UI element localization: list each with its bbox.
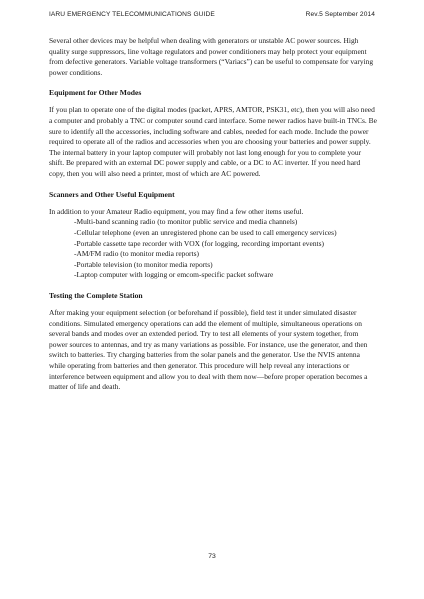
section-heading-other-modes: Equipment for Other Modes [49,88,142,98]
section-heading-testing: Testing the Complete Station [49,290,143,300]
page-body [49,36,377,393]
list-item: -Portable cassette tape recorder with VOX (for logging, recording important events) [74,238,324,248]
page-number: 73 [208,553,216,560]
equipment-list [49,217,377,281]
section-paragraph-testing: After making your equipment selection (or beforehand if possible), field test it under simulated disaster conditions. Simulated emergency operations can add the element of multiple, simultaneous operations on several bands and modes over an extended period. Try to test all elements of your system together, from power sources to antennas, and try as many variations as possible. For instance, use the generator, and then switch to batteries. Try charging batteries from the solar panels and the generator. Use the NVIS antenna while operating from batteries and then generator. This procedure will help reveal any interactions or interference between equipment and allow you to deal with them now—before proper operation becomes a matter of life and death. [49,307,368,392]
section-heading-scanners: Scanners and Other Useful Equipment [49,189,175,199]
list-item: -Multi-band scanning radio (to monitor public service and media channels) [74,217,298,227]
section-paragraph-other-modes: If you plan to operate one of the digital modes (packet, APRS, AMTOR, PSK31, etc), then you will also need a computer and probably a TNC or computer sound card interface. Some newer radios have built-in TNCs. Be sure to identify all the accessories, including software and cables, needed for each mode. Include the power required to operate all of the radios and accessories when you are choosing your batteries and power supply. The internal battery in your laptop computer will probably not last long enough for you to complete your shift. Be prepared with an external DC power supply and cable, or a DC to AC inverter. If you need hard copy, then you will also need a printer, most of which are AC powered. [49,105,377,179]
page-header [49,11,375,23]
list-item: -Cellular telephone (even an unregistered phone can be used to call emergency services) [74,227,337,237]
list-item: -AM/FM radio (to monitor media reports) [74,249,199,259]
intro-paragraph: Several other devices may be helpful when dealing with generators or unstable AC power sources. High quality surge suppressors, line voltage regulators and power conditioners may help protect your equipment from defective generators. Variable voltage transformers (“Variacs”) can be useful to compensate for varying power conditions. [49,36,374,77]
list-item: -Portable television (to monitor media reports) [74,259,213,269]
section-paragraph-scanners: In addition to your Amateur Radio equipment, you may find a few other items useful. [49,206,304,216]
header-title: IARU EMERGENCY TELECOMMUNICATIONS GUIDE [49,11,215,18]
header-revision: Rev.5 September 2014 [305,11,375,18]
list-item: -Laptop computer with logging or emcom-specific packet software [74,270,274,280]
